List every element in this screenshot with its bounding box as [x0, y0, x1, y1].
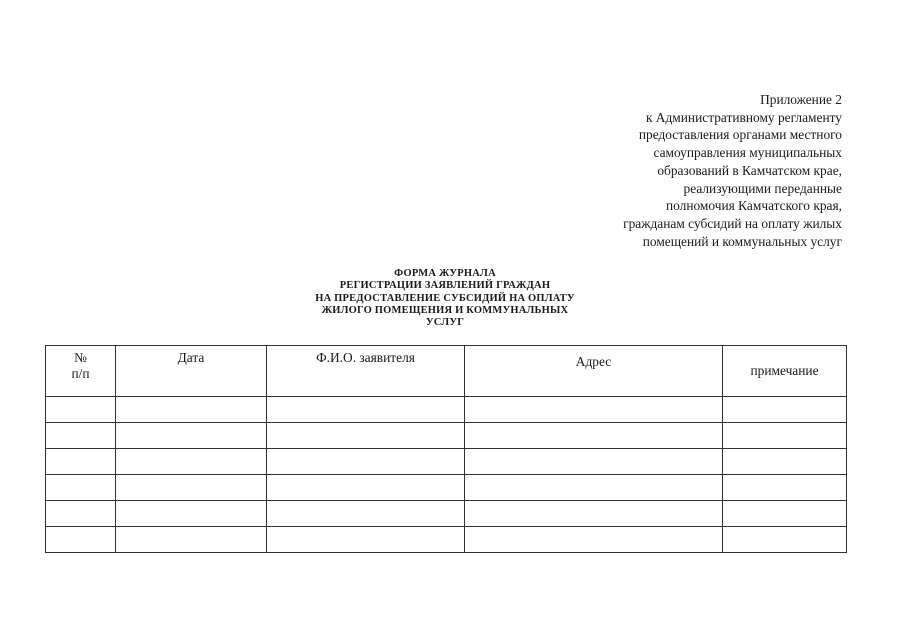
form-title-line: ФОРМА ЖУРНАЛА — [394, 268, 496, 279]
appendix-line: помещений и коммунальных услуг — [642, 233, 842, 249]
appendix-line: к Административному регламенту — [645, 109, 842, 125]
table-cell — [46, 475, 116, 501]
appendix-line: гражданам субсидий на оплату жилых — [623, 215, 842, 231]
table-cell — [465, 397, 723, 423]
table-cell — [267, 397, 465, 423]
form-title-line: ЖИЛОГО ПОМЕЩЕНИЯ И КОММУНАЛЬНЫХ — [321, 304, 569, 316]
appendix-line: реализующими переданные — [683, 180, 842, 196]
table-row — [46, 423, 847, 449]
form-title — [290, 268, 600, 329]
table-body — [46, 397, 847, 553]
table-cell — [723, 397, 847, 423]
registration-journal-table — [45, 345, 847, 553]
form-title-line: РЕГИСТРАЦИИ ЗАЯВЛЕНИЙ ГРАЖДАН — [339, 280, 551, 292]
table-cell — [116, 527, 267, 553]
form-title-line: НА ПРЕДОСТАВЛЕНИЕ СУБСИДИЙ НА ОПЛАТУ — [315, 292, 575, 304]
table-row — [46, 449, 847, 475]
table-cell — [723, 527, 847, 553]
appendix-line: предоставления органами местного — [638, 127, 842, 143]
table-row — [46, 397, 847, 423]
table-cell — [116, 423, 267, 449]
table-header-row — [46, 346, 847, 397]
appendix-line: полномочия Камчатского края, — [665, 198, 842, 214]
header-number — [46, 346, 116, 397]
header-applicant-name: Ф.И.О. заявителя — [267, 346, 465, 397]
table-cell — [465, 475, 723, 501]
table-cell — [46, 423, 116, 449]
table-cell — [465, 527, 723, 553]
appendix-line: образований в Камчатском крае, — [657, 162, 842, 178]
table-cell — [116, 397, 267, 423]
table-cell — [267, 423, 465, 449]
table-cell — [116, 449, 267, 475]
table-cell — [723, 501, 847, 527]
table-cell — [723, 423, 847, 449]
table-cell — [267, 501, 465, 527]
table-cell — [46, 527, 116, 553]
table-row — [46, 475, 847, 501]
table-cell — [267, 527, 465, 553]
table-row — [46, 527, 847, 553]
header-number-symbol: № — [74, 350, 87, 365]
table-cell — [723, 475, 847, 501]
table-row — [46, 501, 847, 527]
table-cell — [465, 423, 723, 449]
header-number-abbr: п/п — [71, 366, 90, 381]
appendix-line: Приложение 2 — [760, 92, 842, 107]
table-cell — [116, 475, 267, 501]
appendix-line: самоуправления муниципальных — [653, 145, 842, 161]
table-cell — [46, 449, 116, 475]
table-cell — [267, 449, 465, 475]
header-date: Дата — [116, 346, 267, 397]
table-cell — [267, 475, 465, 501]
table-cell — [46, 501, 116, 527]
table-cell — [116, 501, 267, 527]
table-cell — [465, 449, 723, 475]
header-address: Адрес — [465, 346, 723, 397]
header-note: примечание — [723, 346, 847, 397]
table-cell — [46, 397, 116, 423]
table-cell — [465, 501, 723, 527]
form-title-line: УСЛУГ — [425, 317, 465, 329]
appendix-block — [482, 91, 842, 250]
table-cell — [723, 449, 847, 475]
